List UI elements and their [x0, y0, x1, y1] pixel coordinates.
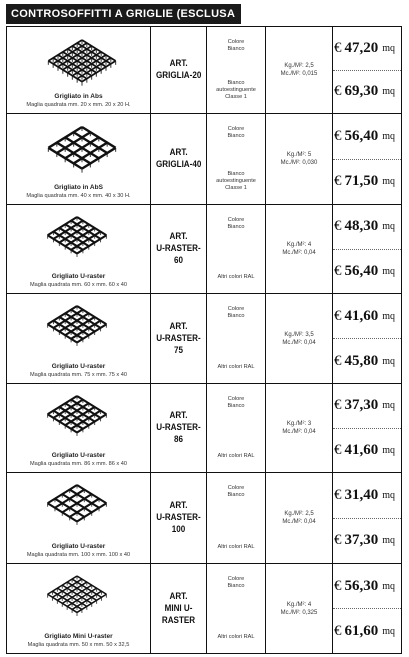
color-standard — [209, 126, 263, 140]
color-line: Bianco — [227, 171, 245, 177]
color-standard — [209, 217, 263, 231]
weight-line: Mc./M²: 0,030 — [280, 160, 318, 166]
weight-line: Kg./M²: 5 — [286, 152, 312, 158]
price-cell — [333, 27, 401, 113]
article-name: U-RASTER-100 — [156, 512, 201, 535]
color-line: Classe 1 — [225, 185, 247, 191]
table-row — [7, 114, 401, 205]
color-line: Bianco — [227, 313, 245, 319]
article-code — [155, 321, 202, 357]
grid-panel-icon — [42, 392, 112, 442]
weight-line: Mc./M²: 0,04 — [282, 519, 316, 525]
color-line: Altri colori RAL — [217, 274, 255, 280]
article-code — [155, 591, 202, 627]
product-mesh-spec: Maglia quadrata mm. 20 x mm. 20 x 20 H. — [26, 102, 131, 108]
price-unit: mq — [382, 355, 395, 367]
weight-cell — [266, 564, 333, 653]
product-title: Grigliato U-raster — [51, 273, 106, 280]
price-table — [6, 26, 402, 654]
catalog-header — [6, 4, 241, 40]
article-cell — [151, 205, 207, 293]
product-title: Grigliato U-raster — [51, 452, 106, 459]
article-code — [155, 410, 202, 446]
color-cell — [207, 564, 266, 653]
article-code — [155, 231, 202, 267]
price-unit: mq — [382, 489, 395, 501]
color-line: Colore — [227, 485, 245, 491]
price-amount: 61,60 — [344, 622, 379, 639]
price-amount: 48,30 — [344, 218, 379, 235]
price-unit: mq — [382, 130, 395, 142]
currency-symbol: € — [333, 397, 342, 414]
price-amount: 56,30 — [344, 577, 379, 594]
color-standard — [209, 576, 263, 590]
color-line: Bianco — [227, 133, 245, 139]
product-image-cell — [7, 384, 151, 472]
price-unit: mq — [382, 265, 395, 277]
price-amount: 56,40 — [344, 262, 379, 279]
currency-symbol: € — [333, 486, 342, 503]
price-unit: mq — [382, 176, 395, 188]
price-standard — [333, 564, 401, 608]
price-unit: mq — [382, 535, 395, 547]
color-option — [209, 80, 263, 101]
table-row — [7, 564, 401, 653]
color-option — [209, 453, 263, 460]
article-prefix: ART. — [169, 320, 188, 332]
color-line: Colore — [227, 126, 245, 132]
weight-spec — [281, 601, 318, 617]
grid-panel-icon — [42, 35, 122, 93]
price-cell — [333, 473, 401, 563]
product-title: Grigliato U-raster — [51, 363, 106, 370]
price-unit: mq — [382, 310, 395, 322]
weight-cell — [266, 114, 333, 204]
currency-symbol: € — [333, 532, 342, 549]
article-cell — [151, 114, 207, 204]
color-option — [209, 634, 263, 641]
currency-symbol: € — [333, 262, 342, 279]
product-title: Grigliato in AbS — [54, 184, 103, 191]
weight-cell — [266, 473, 333, 563]
color-standard — [209, 306, 263, 320]
price-amount: 41,60 — [344, 307, 379, 324]
table-row — [7, 384, 401, 473]
product-title: Grigliato in Abs — [54, 93, 103, 100]
weight-cell — [266, 384, 333, 472]
currency-symbol: € — [333, 307, 342, 324]
color-cell — [207, 205, 266, 293]
color-line: Colore — [227, 306, 245, 312]
article-name: MINI U-RASTER — [161, 602, 196, 626]
color-option — [209, 544, 263, 551]
price-alternative — [333, 70, 401, 114]
color-line: Colore — [227, 396, 245, 402]
article-name: GRIGLIA-40 — [155, 159, 202, 170]
article-code — [156, 58, 201, 82]
price-standard — [333, 384, 401, 428]
price-alternative — [333, 518, 401, 564]
price-amount: 31,40 — [344, 486, 379, 503]
article-prefix: ART. — [169, 147, 188, 158]
currency-symbol: € — [333, 577, 342, 594]
price-unit: mq — [382, 580, 395, 592]
article-prefix: ART. — [169, 500, 188, 511]
color-line: Bianco — [227, 224, 245, 230]
grid-panel-icon — [42, 213, 112, 263]
currency-symbol: € — [333, 218, 342, 235]
weight-spec — [282, 241, 315, 257]
weight-line: Kg./M²: 3 — [286, 421, 312, 427]
article-name: U-RASTER-86 — [156, 422, 201, 445]
product-title: Grigliato U-raster — [51, 543, 106, 550]
weight-line: Kg./M²: 4 — [286, 601, 312, 608]
product-mesh-spec: Maglia quadrata mm. 86 x mm. 86 x 40 — [29, 461, 127, 467]
color-line: Bianco — [227, 492, 245, 498]
product-image-cell — [7, 114, 151, 204]
table-row — [7, 205, 401, 294]
color-option — [209, 274, 263, 281]
price-cell — [333, 294, 401, 383]
currency-symbol: € — [333, 352, 342, 369]
weight-spec — [282, 331, 315, 347]
price-cell — [333, 564, 401, 653]
product-mesh-spec: Maglia quadrata mm. 60 x mm. 60 x 40 — [29, 282, 127, 288]
weight-spec — [282, 510, 315, 526]
price-alternative — [333, 249, 401, 294]
color-line: Bianco — [227, 403, 245, 409]
product-mesh-spec: Maglia quadrata mm. 100 x mm. 100 x 40 — [26, 552, 131, 558]
product-image-cell — [7, 294, 151, 383]
color-cell — [207, 384, 266, 472]
article-cell — [151, 473, 207, 563]
article-cell — [151, 27, 207, 113]
color-line: autoestinguente — [216, 87, 256, 93]
color-cell — [207, 27, 266, 113]
weight-cell — [266, 294, 333, 383]
grid-panel-icon — [42, 572, 112, 622]
price-alternative — [333, 338, 401, 383]
price-alternative — [333, 159, 401, 205]
color-option — [209, 171, 263, 192]
currency-symbol: € — [333, 622, 342, 639]
price-cell — [333, 205, 401, 293]
weight-line: Mc./M²: 0,04 — [282, 429, 316, 435]
article-prefix: ART. — [169, 590, 188, 602]
price-standard — [333, 205, 401, 249]
price-amount: 71,50 — [344, 173, 379, 190]
product-title: Grigliato Mini U-raster — [44, 633, 113, 640]
price-amount: 37,30 — [344, 397, 379, 414]
color-standard — [209, 39, 263, 53]
product-mesh-spec: Maglia quadrata mm. 75 x mm. 75 x 40 — [29, 372, 127, 378]
table-row — [7, 473, 401, 564]
color-line: Colore — [227, 39, 245, 45]
article-prefix: ART. — [169, 231, 188, 242]
price-amount: 45,80 — [344, 352, 379, 369]
article-name: GRIGLIA-20 — [155, 70, 202, 81]
price-cell — [333, 384, 401, 472]
product-image-cell — [7, 473, 151, 563]
weight-line: Mc./M²: 0,04 — [282, 339, 316, 346]
price-standard — [333, 294, 401, 338]
price-standard — [333, 473, 401, 518]
product-mesh-spec: Maglia quadrata mm. 50 x mm. 50 x 32,5 — [27, 642, 130, 648]
color-standard — [209, 396, 263, 410]
color-line: autoestinguente — [216, 178, 256, 184]
table-row — [7, 27, 401, 114]
grid-panel-icon — [42, 481, 112, 531]
weight-line: Kg./M²: 3,5 — [284, 331, 314, 338]
catalog-title: CONTROSOFFITTI A GRIGLIE (ESCLUSA POSA) — [11, 8, 235, 40]
color-cell — [207, 114, 266, 204]
article-code — [156, 147, 201, 171]
weight-line: Kg./M²: 4 — [286, 242, 312, 248]
price-unit: mq — [382, 444, 395, 456]
article-prefix: ART. — [169, 410, 188, 421]
weight-line: Mc./M²: 0,04 — [282, 250, 316, 256]
color-line: Classe 1 — [225, 94, 247, 100]
price-unit: mq — [382, 400, 395, 412]
price-standard — [333, 114, 401, 159]
weight-cell — [266, 205, 333, 293]
product-image-cell — [7, 205, 151, 293]
color-line: Bianco — [227, 46, 245, 52]
product-mesh-spec: Maglia quadrata mm. 40 x mm. 40 x 30 H. — [26, 193, 131, 199]
product-image-cell — [7, 564, 151, 653]
article-cell — [151, 294, 207, 383]
color-line: Altri colori RAL — [217, 634, 255, 640]
weight-line: Mc./M²: 0,015 — [280, 71, 318, 77]
color-line: Bianco — [227, 80, 245, 86]
article-code — [155, 500, 202, 536]
price-amount: 37,30 — [344, 532, 379, 549]
color-option — [209, 364, 263, 371]
price-unit: mq — [382, 221, 395, 233]
weight-line: Kg./M²: 2,5 — [284, 511, 314, 517]
price-unit: mq — [382, 86, 395, 98]
color-cell — [207, 473, 266, 563]
currency-symbol: € — [333, 173, 342, 190]
price-alternative — [333, 608, 401, 653]
product-image-cell — [7, 27, 151, 113]
weight-line: Kg./M²: 2,5 — [284, 63, 314, 69]
grid-panel-icon — [42, 122, 122, 180]
price-standard — [333, 27, 401, 70]
grid-panel-icon — [42, 302, 112, 352]
color-line: Altri colori RAL — [217, 364, 255, 370]
color-line: Bianco — [227, 583, 245, 589]
article-name: U-RASTER-60 — [156, 243, 201, 266]
article-name: U-RASTER-75 — [156, 332, 201, 356]
color-line: Colore — [227, 576, 245, 582]
currency-symbol: € — [333, 39, 342, 56]
weight-cell — [266, 27, 333, 113]
weight-line: Mc./M²: 0,325 — [280, 609, 318, 616]
price-amount: 56,40 — [344, 127, 379, 144]
table-row — [7, 294, 401, 384]
currency-symbol: € — [333, 441, 342, 458]
price-amount: 47,20 — [344, 39, 379, 56]
article-prefix: ART. — [169, 58, 188, 69]
price-alternative — [333, 428, 401, 473]
article-cell — [151, 384, 207, 472]
currency-symbol: € — [333, 127, 342, 144]
currency-symbol: € — [333, 83, 342, 100]
article-cell — [151, 564, 207, 653]
weight-spec — [281, 151, 318, 167]
color-line: Colore — [227, 217, 245, 223]
price-amount: 69,30 — [344, 83, 379, 100]
price-cell — [333, 114, 401, 204]
weight-spec — [281, 62, 318, 78]
price-unit: mq — [382, 42, 395, 54]
color-cell — [207, 294, 266, 383]
price-unit: mq — [382, 625, 395, 637]
color-line: Altri colori RAL — [217, 544, 255, 550]
price-amount: 41,60 — [344, 441, 379, 458]
weight-spec — [282, 420, 315, 436]
color-line: Altri colori RAL — [217, 453, 255, 459]
color-standard — [209, 485, 263, 499]
